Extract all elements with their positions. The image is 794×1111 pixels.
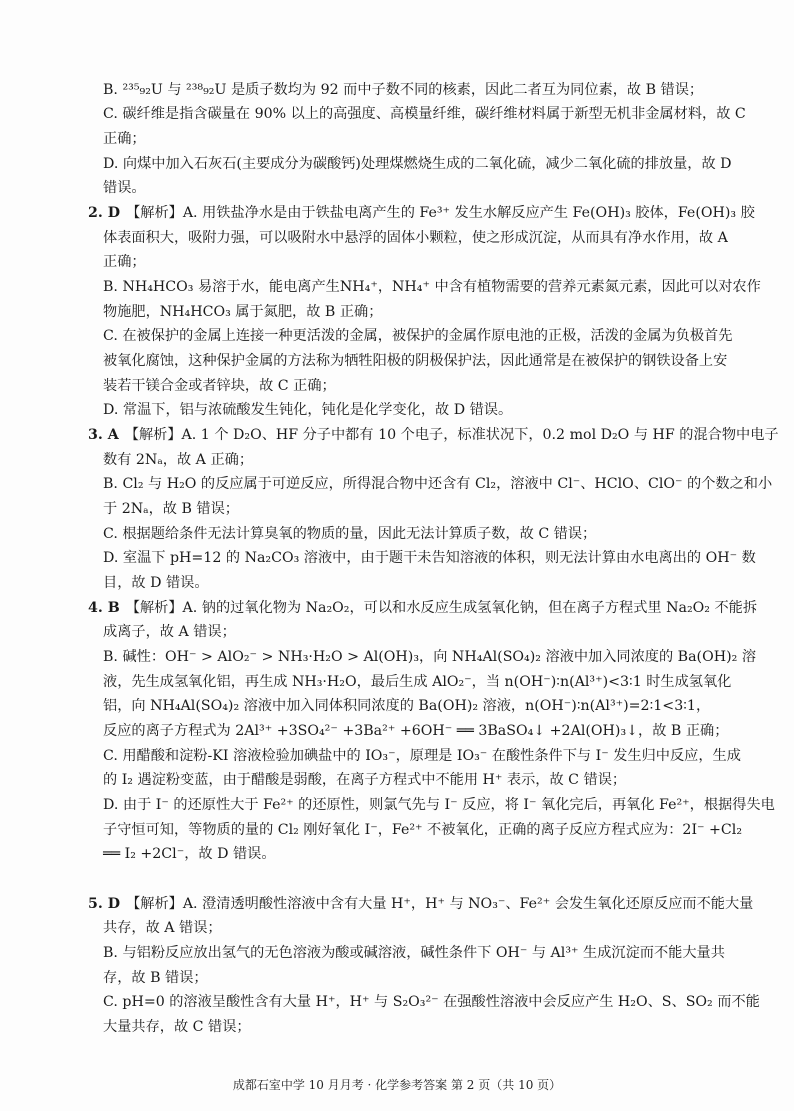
q3-b-line-1: B. Cl₂ 与 H₂O 的反应属于可逆反应，所得混合物中还含有 Cl₂，溶液中 Cl⁻、HClO、ClO⁻ 的个数之和小: [103, 476, 773, 492]
q5-c-line-2: 大量共存，故 C 错误；: [103, 1019, 251, 1035]
q4-a-line-2: 成离子，故 A 错误；: [103, 624, 236, 640]
q4-b-line-1: B. 碱性：OH⁻ > AlO₂⁻ > NH₃·H₂O > Al(OH)₃，向 NH₄Al(SO₄)₂ 溶液中加入同浓度的 Ba(OH)₂ 溶: [103, 649, 757, 665]
q4-b-line-5: C. 用醋酸和淀粉-KI 溶液检验加碘盐中的 IO₃⁻，原理是 IO₃⁻ 在酸性条件下与 I⁻ 发生归中反应，生成: [103, 748, 741, 764]
q2-line-1: 2. D 【解析】A. 用铁盐净水是由于铁盐电离产生的 Fe³⁺ 发生水解反应产生 Fe(OH)₃ 胶体，Fe(OH)₃ 胶: [88, 205, 755, 221]
q3-c-line-1: C. 根据题给条件无法计算臭氧的物质的量，因此无法计算质子数，故 C 错误；: [103, 526, 597, 542]
q4-d-line-2: ══ I₂ +2Cl⁻，故 D 错误。: [103, 846, 276, 862]
q5-b-line-1: B. 与铝粉反应放出氢气的无色溶液为酸或碱溶液，碱性条件下 OH⁻ 与 Al³⁺ 生成沉淀而不能大量共: [103, 945, 725, 961]
q3-a-line-2: 数有 2Nₐ，故 A 正确；: [103, 452, 254, 468]
q4-b-line-4: 反应的离子方程式为 2Al³⁺ +3SO₄²⁻ +3Ba²⁺ +6OH⁻ ══ 3BaSO₄↓ +2Al(OH)₃↓，故 B 正确；: [103, 723, 729, 739]
q4-c-line-2: D. 由于 I⁻ 的还原性大于 Fe²⁺ 的还原性，则氯气先与 I⁻ 反应，将 I⁻ 氧化完后，再氧化 Fe²⁺，根据得失电: [103, 797, 775, 813]
q1-b-line-1: B. ²³⁵₉₂U 与 ²³⁸₉₂U 是质子数均为 92 而中子数不同的核素，因此二者互为同位素，故 B 错误；: [103, 82, 704, 98]
q4-b-line-3: 铝，向 NH₄Al(SO₄)₂ 溶液中加入同体积同浓度的 Ba(OH)₂ 溶液，n(OH⁻)∶n(Al³⁺)=2∶1<3∶1，: [103, 698, 711, 714]
q1-c-line-2: 正确；: [103, 131, 146, 147]
q3-line-1: 3. A 【解析】A. 1 个 D₂O、HF 分子中都有 10 个电子，标准状况下，0.2 mol D₂O 与 HF 的混合物中电子: [88, 427, 779, 443]
question-number: 3. A: [88, 427, 119, 443]
q5-c-line-1: C. pH=0 的溶液呈酸性含有大量 H⁺，H⁺ 与 S₂O₃²⁻ 在强酸性溶液中会反应产生 H₂O、S、SO₂ 而不能: [103, 994, 760, 1010]
q1-d-line-1: D. 向煤中加入石灰石(主要成分为碳酸钙)处理煤燃烧生成的二氧化硫，减少二氧化硫的排放量，故 D: [103, 156, 732, 172]
q2-a-line-2: 体表面积大，吸附力强，可以吸附水中悬浮的固体小颗粒，使之形成沉淀，从而具有净水作用，故 A: [103, 230, 728, 246]
question-number: 5. D: [88, 896, 121, 912]
q1-d-line-2: 错误。: [103, 180, 146, 196]
q2-d-line-1: D. 常温下，铝与浓硫酸发生钝化，钝化是化学变化，故 D 错误。: [103, 402, 513, 418]
q3-b-line-2: 于 2Nₐ，故 B 错误；: [103, 501, 239, 517]
q4-c-line-1: 的 I₂ 遇淀粉变蓝，由于醋酸是弱酸，在离子方程式中不能用 H⁺ 表示，故 C 错误；: [103, 772, 627, 788]
q4-line-1: 4. B 【解析】A. 钠的过氧化物为 Na₂O₂，可以和水反应生成氢氧化钠，但在离子方程式里 Na₂O₂ 不能拆: [88, 600, 758, 616]
page-footer: 成都石室中学 10 月月考 · 化学参考答案 第 2 页（共 10 页）: [232, 1078, 562, 1092]
q4-d-line-1: 子守恒可知，等物质的量的 Cl₂ 刚好氧化 I⁻，Fe²⁺ 不被氧化，正确的离子反应方程式应为：2I⁻ +Cl₂: [103, 822, 743, 838]
q2-b-line-1: B. NH₄HCO₃ 易溶于水，能电离产生NH₄⁺，NH₄⁺ 中含有植物需要的营养元素氮元素，因此可以对农作: [103, 279, 761, 295]
q2-c-line-3: 装若干镁合金或者锌块，故 C 正确；: [103, 378, 336, 394]
q1-c-line-1: C. 碳纤维是指含碳量在 90% 以上的高强度、高模量纤维，碳纤维材料属于新型无机非金属材料，故 C: [103, 106, 746, 122]
q2-b-line-2: 物施肥，NH₄HCO₃ 属于氮肥，故 B 正确；: [103, 304, 383, 320]
q5-b-line-2: 存，故 B 错误；: [103, 970, 208, 986]
q2-c-line-2: 被氧化腐蚀，这种保护金属的方法称为牺牲阳极的阴极保护法，因此通常是在被保护的钢铁设备上安: [103, 353, 728, 369]
q2-c-line-1: C. 在被保护的金属上连接一种更活泼的金属，被保护的金属作原电池的正极，活泼的金属为负极首先: [103, 328, 733, 344]
q3-d-line-2: 目，故 D 错误。: [103, 575, 209, 591]
q3-d-line-1: D. 室温下 pH=12 的 Na₂CO₃ 溶液中，由于题干未告知溶液的体积，则无法计算由水电离出的 OH⁻ 数: [103, 550, 756, 566]
q5-line-1: 5. D 【解析】A. 澄清透明酸性溶液中含有大量 H⁺，H⁺ 与 NO₃⁻、Fe²⁺ 会发生氧化还原反应而不能大量: [88, 896, 754, 912]
question-number: 2. D: [88, 205, 121, 221]
question-number: 4. B: [88, 600, 120, 616]
q2-a-line-3: 正确；: [103, 254, 146, 270]
q4-b-line-2: 液，先生成氢氧化铝，再生成 NH₃·H₂O，最后生成 AlO₂⁻，当 n(OH⁻)∶n(Al³⁺)<3∶1 时生成氢氧化: [103, 674, 732, 690]
q4-d-line-3: [103, 869, 723, 889]
q5-a-line-2: 共存，故 A 错误；: [103, 920, 222, 936]
